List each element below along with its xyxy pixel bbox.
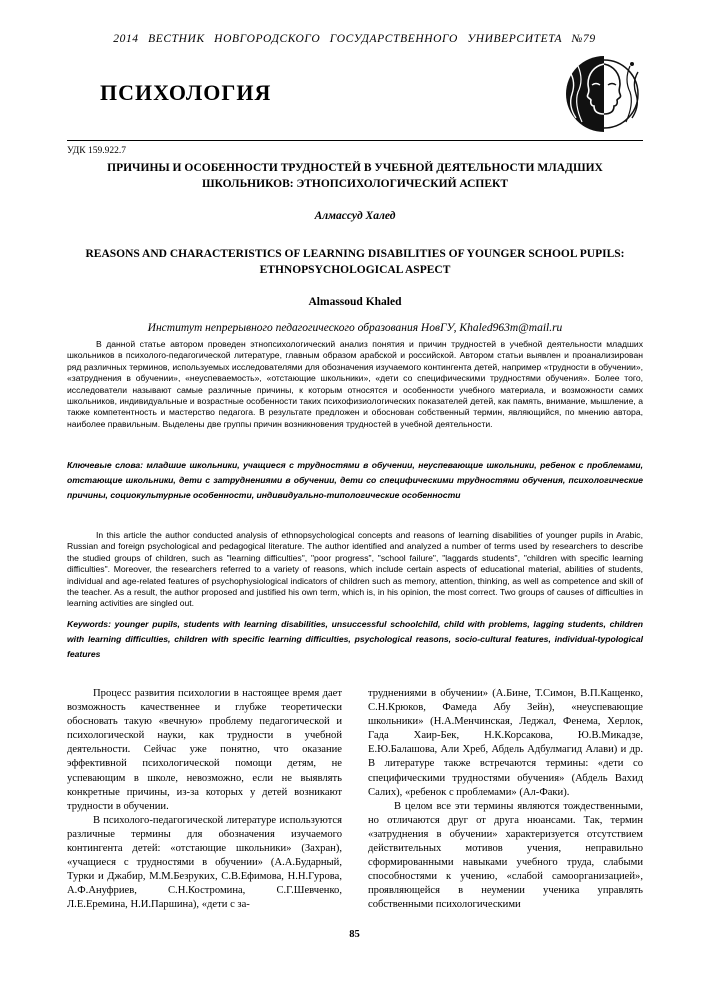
- article-title-en: REASONS AND CHARACTERISTICS OF LEARNING DISABILITIES OF YOUNGER SCHOOL PUPILS: ETHNOPSYCHOLOGICAL ASPECT: [85, 248, 625, 276]
- body-paragraph: В целом все эти термины являются тождественными, но отличаются друг от друга нюансами. Так, термин «затруднения в обучении» характеризуется отсутствием действительных мотивов учения, неправильно сформированными навыками учебного труда, слабыми способностями к учению, «слабой самоорганизацией», проявляющейся в неумении ученика управлять собственными психологическими: [368, 800, 643, 911]
- body-column-right: [368, 687, 643, 913]
- author-affiliation: Институт непрерывного педагогического образования НовГУ, Khaled963m@mail.ru: [147, 322, 563, 334]
- abstract-ru: В данной статье автором проведен этнопсихологический анализ понятия и причин трудностей в учебной деятельности младших школьников в психолого-педагогической литературе, главным образом арабской и российской. Автором статьи выявлен и проанализирован ряд различных терминов, используемых исследователями для обозначения изучаемого контингента детей, например «трудности в обучении», «затруднения в обучении», «неуспеваемость», «отстающие школьники», «дети со специфическими трудностями обучения». Более того, исследователи называют самые различные причины, к которым относятся и особенности учебного материала, и возможности самих школьников, индивидуальные и возрастные особенности таких психофизиологических показателей детей, как память, внимание, мышление, а также компетентность и мастерство педагога. В результате предложен и обоснован собственный термин, являющийся, по мнению автора, наиболее правильным. Выделены две группы причин возникновения трудностей в учебной деятельности.: [67, 339, 643, 429]
- author-name-ru: Алмассуд Халед: [314, 210, 396, 222]
- page-number: 85: [349, 929, 360, 940]
- abstract-en: In this article the author conducted analysis of ethnopsychological concepts and reasons of learning disabilities of younger pupils in Arabic, Russian and foreign psychological and pedagogical literature. The author identified and analyzed a number of terms used by researchers to describe the studied groups of children, such as "learning difficulties", "poor progress", "school failure", "laggards students", "children with specific learning difficulties". Moreover, the researchers referred to a variety of reasons, which include certain aspects of educational material, abilities of students, individual and age-related features of psychophysiological indicators of children such as memory, attention, thinking, as well as competence and skill of the teacher. As a result, the author proposed and justified his own term, which is, in his opinion, the most correct. Two groups of causes of difficulties in learning activities are singled out.: [67, 530, 643, 609]
- keywords-ru: Ключевые слова: младшие школьники, учащиеся с трудностями в обучении, неуспевающие школьники, ребенок с проблемами, отстающие школьники, дети с затруднениями в обучении, дети со специфическими трудностями обучения, психологические причины, социокультурные особенности, индивидуально-типологические особенности: [67, 460, 643, 500]
- body-column-left: [67, 687, 342, 913]
- psychology-emblem-icon: [562, 52, 646, 136]
- author-name-en: Almassoud Khaled: [308, 296, 402, 308]
- header-divider: [67, 140, 643, 141]
- keywords-en: Keywords: younger pupils, students with learning disabilities, unsuccessful schoolchild, child with problems, lagging students, children with learning difficulties, children with specific learning difficulties, psychological reasons, socio-cultural features, individual-typological features: [67, 619, 643, 659]
- body-paragraph: В психолого-педагогической литературе используются различные термины для обозначения изучаемого контингента детей: «отстающие школьники» (Захран), «учащиеся с трудностями в обучении» (А.А.Бударный, Турки и Джабир, М.М.Безруких, С.В.Ефимова, Н.Н.Гурова, А.Ф.Ануфриев, С.Н.Костромина, С.Г.Шевченко, Л.Е.Еремина, Н.И.Паршина), «дети с за-: [67, 814, 342, 911]
- body-paragraph: Процесс развития психологии в настоящее время дает возможность качественнее и глубже теоретически обосновать такую «вечную» проблему педагогической и психологической науки, как трудности в учебной деятельности. Сейчас уже понятно, что оказание эффективной психологической помощи детям, не успевающим в школе, невозможно, если не выявлять конкретные причины, из-за которых у детей возникают трудности в обучении.: [67, 688, 342, 812]
- article-title-ru: ПРИЧИНЫ И ОСОБЕННОСТИ ТРУДНОСТЕЙ В УЧЕБНОЙ ДЕЯТЕЛЬНОСТИ МЛАДШИХ ШКОЛЬНИКОВ: ЭТНОПСИХОЛОГИЧЕСКИЙ АСПЕКТ: [107, 162, 603, 190]
- journal-running-header: 2014 ВЕСТНИК НОВГОРОДСКОГО ГОСУДАРСТВЕННОГО УНИВЕРСИТЕТА №79: [113, 33, 596, 45]
- section-title: ПСИХОЛОГИЯ: [100, 80, 272, 105]
- body-paragraph: труднениями в обучении» (А.Бине, Т.Симон, В.П.Кащенко, С.Н.Крюков, Фамеда Абу Зейн), «неуспевающие школьники» (Н.А.Менчинская, Леджал, Фенема, Херлок, Гада Хаир-Бек, Н.К.Корсакова, Ю.В.Микадзе, Е.Ю.Балашова, Али Хреб, Абдель Адбулмагид Алави) и др. В литературе также встречаются термины: «дети со специфическими трудностями обучения» (Абдель Вахид Салих), «ребенок с проблемами» (Ал-Факи).: [368, 688, 643, 798]
- udk-code: УДК 159.922.7: [67, 146, 126, 156]
